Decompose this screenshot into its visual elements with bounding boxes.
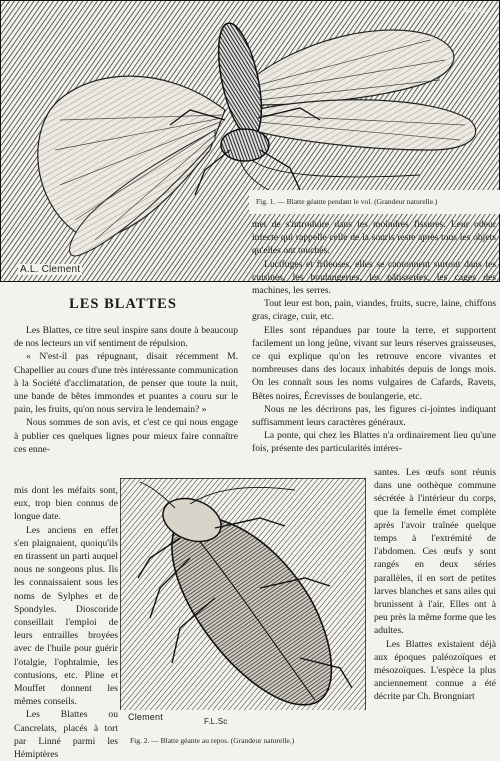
right-column-upper bbox=[252, 218, 496, 456]
paragraph: Les Blattes, ce titre seul inspire sans doute à beaucoup de nos lecteurs un vif sentiment de répulsion. bbox=[14, 325, 238, 350]
left-column-upper bbox=[14, 324, 238, 456]
paragraph: Nous sommes de son avis, et c'est ce qui nous engage à publier ces quelques lignes pour mieux faire connaître ces enne- bbox=[14, 417, 238, 455]
left-column-lower bbox=[14, 484, 118, 761]
figure-2-caption: Fig. 2. — Blatte géante au repos. (Grandeur naturelle.) bbox=[130, 736, 295, 745]
paragraph: La ponte, qui chez les Blattes n'a ordinairement lieu qu'une fois, présente des particularités intéres- bbox=[252, 430, 496, 455]
figure-1-artist-signature: A.L. Clement bbox=[20, 264, 81, 275]
figure-1-engraver-signature: F. Jaeger bbox=[452, 6, 487, 15]
figure-2-artist-signature: Clement bbox=[128, 712, 163, 722]
paragraph: Les Blattes ou Cancrelats, placés à tort par Linné parmi les Hémiptères bbox=[14, 709, 118, 761]
paragraph: Lucifuges et frileuses, elles se cantonnent surtout dans les cuisines, les boulangeries, les pâtisseries, les cages des machines, les serres. bbox=[252, 258, 496, 297]
paragraph: Tout leur est bon, pain, viandes, fruits, sucre, laine, chiffons gras, cirage, cuir, etc. bbox=[252, 298, 496, 323]
paragraph: Elles sont répandues par toute la terre, et supportent facilement un long jeûne, vivant sur leurs réserves graisseuses, ce qui explique qu'on les retrouve encore vivantes et nombreuses dans des locaux inhabités depuis de longs mois. On les connaît sous les noms vulgaires de Cafards, Ravets, Bêtes noires, Écrevisses de boulangerie, etc. bbox=[252, 324, 496, 402]
paragraph: Nous ne les décrirons pas, les figures ci-jointes indiquant suffisamment leurs caractères généraux. bbox=[252, 403, 496, 429]
resting-cockroach-illustration bbox=[120, 478, 366, 746]
figure-2-engraver-signature: F.L.Sc bbox=[204, 717, 228, 726]
paragraph: Les anciens en effet s'en plaignaient, quoiqu'ils en tirassent un parti auquel nous ne songeons plus. Ils les connaissaient sous les noms de Sylphes et de Spondyles. Dioscoride conseillait l'emploi de leurs entrailles broyées avec de l'huile pour guérir l'otalgie, l'ophtalmie, les contusions, etc. Pline et Mouffet donnent les mêmes conseils. bbox=[14, 524, 118, 708]
paragraph: « N'est-il pas répugnant, disait récemment M. Chapellier au cours d'une très intéressante communication à la Société d'acclimatation, de penser que toute la nuit, une bande de bêtes immondes et puantes a couru sur le pain, les fruits, qu'on nous servira le lendemain? » bbox=[14, 351, 238, 416]
right-column-lower bbox=[374, 466, 496, 704]
paragraph: Les Blattes existaient déjà aux époques paléozoïques et mésozoïques. L'espèce la plus anciennement connue a été décrite par Ch. Brongniart bbox=[374, 638, 496, 703]
article-title: LES BLATTES bbox=[69, 296, 177, 312]
paragraph: mis dont les méfaits sont, eux, trop bien connus de longue date. bbox=[14, 485, 118, 523]
paragraph: met de s'introduire dans les moindres fissures. Leur odeur infecte qui rappelle celle de la souris reste après tous les objets qu'elles ont touchés. bbox=[252, 219, 496, 257]
figure-1-caption: Fig. 1. — Blatte géante pendant le vol. (Grandeur naturelle.) bbox=[256, 197, 438, 206]
paragraph: santes. Les œufs sont réunis dans une oothèque commune sécrétée à l'intérieur du corps, que la femelle émet complète après l'avoir traînée quelque temps à l'extrémité de l'abdomen. Ces œufs y sont rangés en deux séries parallèles, il en sort de petites larves blanches et sans ailes qui brunissent à l'air. Elles ont à peu près la même forme que les adultes. bbox=[374, 467, 497, 637]
